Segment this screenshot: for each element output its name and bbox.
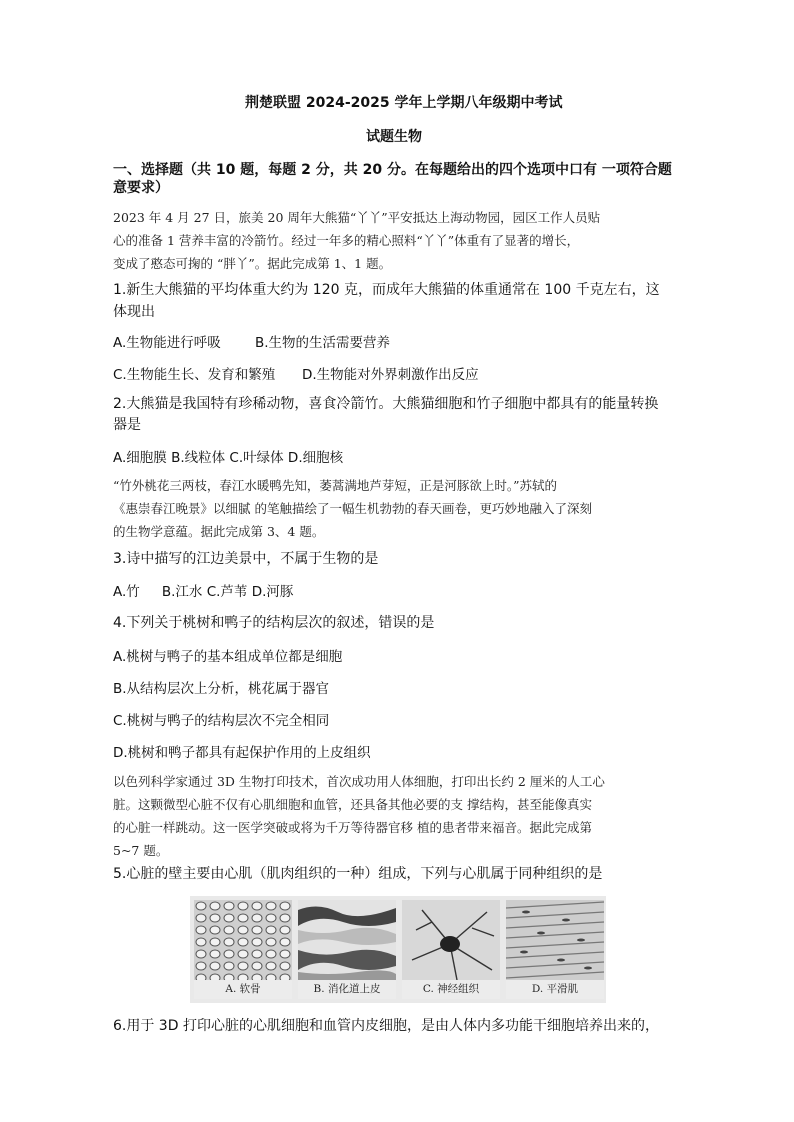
q2-stem-line1: 2.大熊猫是我国特有珍稀动物，喜食冷箭竹。大熊猫细胞和竹子细胞中都具有的能量转换 [113,396,659,412]
nerve-tissue-image [402,900,500,999]
q1-stem-line2: 体现出 [113,304,155,320]
passage3-line2: 脏。这颗微型心脏不仅有心肌细胞和血管，还具备其他必要的支 撑结构，甚至能像真实 [113,797,592,812]
caption-d: D. 平滑肌 [531,983,579,995]
passage3-line1: 以色列科学家通过 3D 生物打印技术，首次成功用人体细胞，打印出长约 2 厘米的人工心 [113,774,605,789]
section-heading-line2: 意要求） [113,180,169,196]
cartilage-image [194,900,292,999]
q1-option-d: D.生物能对外界刺激作出反应 [302,367,479,383]
q2-stem-line2: 器是 [113,417,141,433]
epithelium-image [298,900,396,999]
q3-stem: 3.诗中描写的江边美景中，不属于生物的是 [113,551,379,567]
passage1-line1: 2023 年 4 月 27 日，旅美 20 周年大熊猫“丫丫”平安抵达上海动物园，园区工作人员贴 [113,210,601,225]
q1-option-b: B.生物的生活需要营养 [255,335,391,351]
q2-options: A.细胞膜 B.线粒体 C.叶绿体 D.细胞核 [113,450,344,466]
tissue-figure [190,896,606,1003]
section-heading-line1: 一、选择题（共 10 题，每题 2 分，共 20 分。在每题给出的四个选项中口有 一项符合题 [113,162,672,178]
smooth-muscle-image [506,900,604,999]
passage1-line3: 变成了憨态可掬的 “胖丫”。据此完成第 1、1 题。 [113,256,392,271]
caption-b: B. 消化道上皮 [313,983,381,995]
q4-option-b: B.从结构层次上分析，桃花属于器官 [113,681,330,697]
q1-option-c: C.生物能生长、发育和繁殖 [113,367,276,383]
q4-option-d: D.桃树和鸭子都具有起保护作用的上皮组织 [113,745,371,761]
caption-c: C. 神经组织 [422,983,480,995]
passage3-line4: 5~7 题。 [113,843,169,858]
q6-stem: 6.用于 3D 打印心脏的心肌细胞和血管内皮细胞，是由人体内多功能干细胞培养出来的， [113,1018,659,1034]
caption-a: A. 软骨 [225,983,261,995]
q1-stem-line1: 1.新生大熊猫的平均体重大约为 120 克，而成年大熊猫的体重通常在 100 千克左右，这 [113,282,660,298]
q1-option-a: A.生物能进行呼吸 [113,335,221,351]
passage2-line3: 的生物学意蕴。据此完成第 3、4 题。 [113,524,325,539]
q3-options: A.竹 B.江水 C.芦苇 D.河豚 [113,584,294,600]
passage1-line2: 心的准备 1 营养丰富的冷箭竹。经过一年多的精心照料“丫丫”体重有了显著的增长， [113,233,580,248]
q4-stem: 4.下列关于桃树和鸭子的结构层次的叙述，错误的是 [113,615,435,631]
passage2-line2: 《惠崇春江晚景》以细腻 的笔触描绘了一幅生机勃勃的春天画卷，更巧妙地融入了深刻 [113,501,592,516]
q4-option-c: C.桃树与鸭子的结构层次不完全相同 [113,713,330,729]
passage2-line1: “竹外桃花三两枝，春江水暖鸭先知，萎蒿满地芦芽短，正是河豚欲上时。”苏轼的 [113,478,558,493]
exam-title: 荆楚联盟 2024-2025 学年上学期八年级期中考试 [245,95,563,111]
passage3-line3: 的心脏一样跳动。这一医学突破或将为千万等待器官移 植的患者带来福音。据此完成第 [113,820,592,835]
q4-option-a: A.桃树与鸭子的基本组成单位都是细胞 [113,649,343,665]
q5-stem: 5.心脏的壁主要由心肌（肌肉组织的一种）组成，下列与心肌属于同种组织的是 [113,866,603,882]
exam-subtitle: 试题生物 [366,129,422,145]
